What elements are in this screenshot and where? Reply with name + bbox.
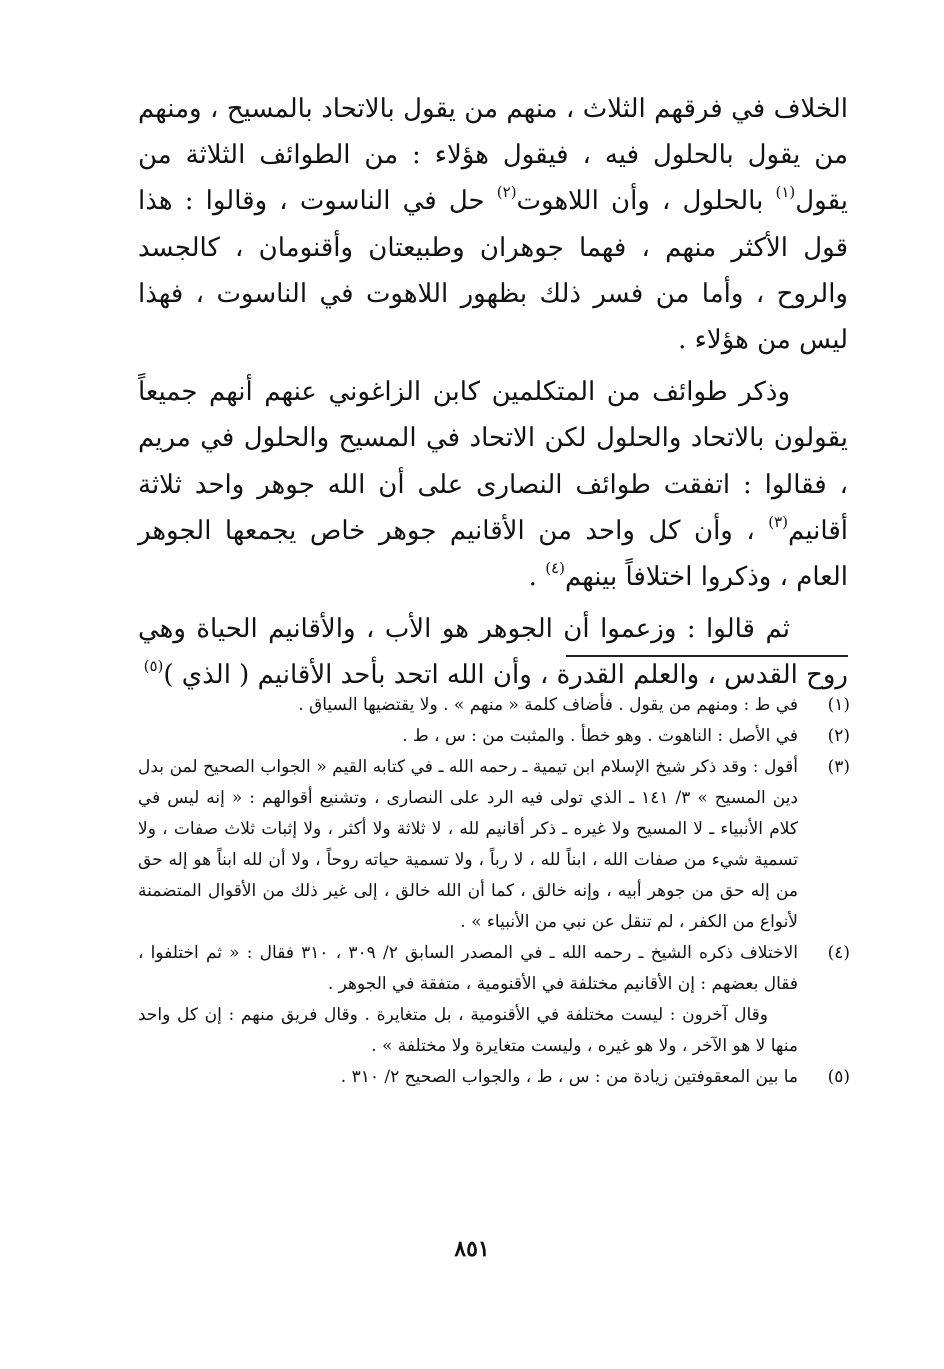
paragraph-1 [138,86,848,363]
footnote-marker-4[interactable]: (٤) [545,559,565,578]
paragraph-text: الخلاف في فرقهم الثلاث ، منهم من يقول بالاتحاد بالمسيح ، ومنهم من يقول بالحلول فيه ، فيقول هؤلاء : من الطوائف الثلاثة من يقول [138,94,848,217]
footnote-4 [138,938,850,1062]
footnote-number: (١) [827,695,850,715]
paragraph-3 [138,606,848,698]
paragraph-text: حل في الناسوت ، وقالوا : هذا قول الأكثر منهم ، فهما جوهران وطبيعتان وأقنومان ، كالجسد والروح ، وأما من فسر ذلك بظهور اللاهوت في الناسوت ، فهذا ليس من هؤلاء . [138,186,848,356]
paragraph-text: بالحلول ، وأن اللاهوت [516,186,764,217]
footnote-5 [138,1062,850,1093]
footnote-marker-1[interactable]: (١) [775,183,796,202]
paragraph-text: ثم قالوا : وزعموا أن الجوهر هو الأب ، والأقانيم الحياة وهي روح القدس ، والعلم القدرة ، وأن الله اتحد بأحد الأقانيم ( الذي ) [138,614,848,691]
footnote-divider [566,655,848,657]
footnote-number: (٥) [827,1067,850,1087]
paragraph-text: وذكر طوائف من المتكلمين كابن الزاغوني عنهم أنهم جميعاً يقولون بالاتحاد والحلول لكن الاتحاد في المسيح والحلول في مريم ، فقالوا : اتفقت طوائف النصارى على أن الله جوهر واحد ثلاثة أقانيم [138,377,848,546]
footnote-marker-3[interactable]: (٣) [768,512,789,531]
paragraph-2 [138,369,848,600]
footnote-marker-5[interactable]: (٥) [143,657,164,676]
footnote-text: في ط : ومنهم من يقول . فأضاف كلمة « منهم » . ولا يقتضيها السياق . [298,695,798,715]
footnote-1 [138,690,850,721]
footnote-text: أقول : وقد ذكر شيخ الإسلام ابن تيمية ـ رحمه الله ـ في كتابه القيم « الجواب الصحيح لمن بدل دين المسيح » ٣/ ١٤١ ـ الذي تولى فيه الرد على النصارى ، وتشنيع أقوالهم : « إنه ليس في كلام الأنبياء ـ لا المسيح ولا غيره ـ ذكر أقانيم لله ، لا ثلاثة ولا أكثر ، ولا إثبات ثلاث صفات ، ولا تسمية شيء من صفات الله ، ابناً لله ، لا رباً ، ولا تسمية حياته روحاً ، ولا أن لله ابناً هو إله حق من إله حق من جوهر أبيه ، وإنه خالق ، كما أن الله خالق ، إلى غير ذلك من الأقوال المتضمنة لأنواع من الكفر ، لم تنقل عن نبي من الأنبياء » . [138,757,799,932]
footnote-text: الاختلاف ذكره الشيخ ـ رحمه الله ـ في المصدر السابق ٢/ ٣٠٩ ، ٣١٠ فقال : « ثم اختلفوا ، فقال بعضهم : إن الأقانيم مختلفة في الأقنومية ، متفقة في الجوهر . [138,943,799,994]
paragraph-text: . [528,562,537,593]
footnote-number: (٢) [827,726,850,746]
footnote-3 [138,752,850,938]
footnote-continuation: وقال آخرون : ليست مختلفة في الأقنومية ، بل متغايرة . وقال فريق منهم : إن كل واحد منها لا هو الآخر ، ولا هو غيره ، وليست متغايرة ولا مختلفة » . [138,1005,798,1056]
footnote-number: (٤) [827,943,850,963]
main-text [138,86,848,699]
footnote-number: (٣) [827,757,850,777]
page-number: ٨٥١ [454,1236,490,1262]
footnote-text: في الأصل : الناهوت . وهو خطأ . والمثبت من : س ، ط . [402,726,798,746]
footnote-2 [138,721,850,752]
footnote-marker-2[interactable]: (٢) [496,183,517,202]
footnote-text: ما بين المعقوفتين زيادة من : س ، ط ، والجواب الصحيح ٢/ ٣١٠ . [340,1067,798,1087]
paragraph-text: ، وأن كل واحد من الأقانيم جوهر خاص يجمعها الجوهر العام ، وذكروا اختلافاً بينهم [138,515,848,593]
footnotes [138,690,850,1093]
